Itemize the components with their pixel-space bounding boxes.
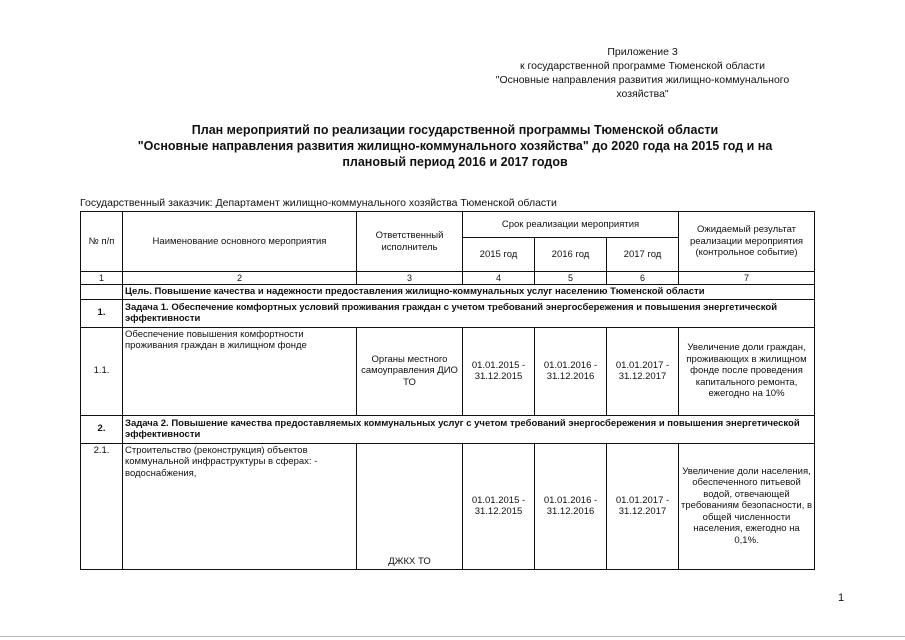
row-1-1-name: Обеспечение повышения комфортности проживания граждан в жилищном фонде bbox=[123, 327, 357, 415]
page-number: 1 bbox=[838, 592, 845, 604]
goal-text: Цель. Повышение качества и надежности предоставления жилищно-коммунальных услуг населению Тюменской области bbox=[123, 285, 815, 300]
row-2-1-name: Строительство (реконструкция) объектов коммунальной инфраструктуры в сферах: - водоснабжения, bbox=[123, 443, 357, 569]
appendix-line-1: Приложение 3 bbox=[607, 46, 678, 58]
header-num: № п/п bbox=[81, 212, 123, 272]
row-1-1-period-2015: 01.01.2015 - 31.12.2015 bbox=[463, 327, 535, 415]
scan-edge-line bbox=[0, 636, 905, 637]
row-2-1-result: Увеличение доли населения, обеспеченного питьевой водой, отвечающей требованиям безопасности, в общей численности населения, ежегодно на 0,1%. bbox=[679, 443, 815, 569]
row-2-1-period-2017: 01.01.2017 - 31.12.2017 bbox=[607, 443, 679, 569]
column-number: 5 bbox=[535, 272, 607, 285]
header-2015: 2015 год bbox=[463, 238, 535, 272]
row-2-1-period-2016: 01.01.2016 - 31.12.2016 bbox=[535, 443, 607, 569]
task-1-num: 1. bbox=[81, 299, 123, 327]
row-1-1-result: Увеличение доли граждан, проживающих в жилищном фонде после проведения капитального ремонта, ежегодно на 10% bbox=[679, 327, 815, 415]
task-1-row bbox=[81, 299, 815, 327]
row-1-1-executor: Органы местного самоуправления ДИО ТО bbox=[357, 327, 463, 415]
plan-table bbox=[80, 211, 815, 570]
table-row bbox=[81, 443, 815, 569]
appendix-line-2: к государственной программе Тюменской области bbox=[520, 60, 765, 72]
column-number: 1 bbox=[81, 272, 123, 285]
row-1-1-period-2017: 01.01.2017 - 31.12.2017 bbox=[607, 327, 679, 415]
header-period: Срок реализации мероприятия bbox=[463, 212, 679, 238]
row-2-1-period-2015: 01.01.2015 - 31.12.2015 bbox=[463, 443, 535, 569]
row-2-1-executor: ДЖКХ ТО bbox=[357, 443, 463, 569]
appendix-line-3: "Основные направления развития жилищно-коммунального хозяйства" bbox=[495, 74, 790, 100]
header-2016: 2016 год bbox=[535, 238, 607, 272]
header-executor: Ответственный исполнитель bbox=[357, 212, 463, 272]
header-2017: 2017 год bbox=[607, 238, 679, 272]
appendix-header bbox=[470, 45, 815, 101]
row-2-1-num: 2.1. bbox=[81, 443, 123, 569]
row-1-1-num: 1.1. bbox=[81, 327, 123, 415]
column-number: 6 bbox=[607, 272, 679, 285]
header-result: Ожидаемый результат реализации мероприятия (контрольное событие) bbox=[679, 212, 815, 272]
title-line-2: "Основные направления развития жилищно-коммунального хозяйства" до 2020 года на 2015 год и на bbox=[137, 139, 773, 153]
task-2-text: Задача 2. Повышение качества предоставляемых коммунальных услуг с учетом требований энергосбережения и повышения энергетической эффективности bbox=[123, 415, 815, 443]
column-number: 3 bbox=[357, 272, 463, 285]
header-name: Наименование основного мероприятия bbox=[123, 212, 357, 272]
task-2-num: 2. bbox=[81, 415, 123, 443]
column-number: 2 bbox=[123, 272, 357, 285]
title-line-3: плановый период 2016 и 2017 годов bbox=[342, 155, 568, 169]
column-number-row bbox=[81, 272, 815, 285]
column-number: 4 bbox=[463, 272, 535, 285]
task-2-row bbox=[81, 415, 815, 443]
task-1-text: Задача 1. Обеспечение комфортных условий проживания граждан с учетом требований энергосбережения и повышения энергетической эффективности bbox=[123, 299, 815, 327]
document-title bbox=[95, 122, 815, 170]
state-customer: Государственный заказчик: Департамент жилищно-коммунального хозяйства Тюменской области bbox=[80, 197, 557, 209]
row-1-1-period-2016: 01.01.2016 - 31.12.2016 bbox=[535, 327, 607, 415]
column-number: 7 bbox=[679, 272, 815, 285]
goal-row bbox=[81, 285, 815, 300]
title-line-1: План мероприятий по реализации государственной программы Тюменской области bbox=[191, 123, 719, 137]
table-row bbox=[81, 327, 815, 415]
